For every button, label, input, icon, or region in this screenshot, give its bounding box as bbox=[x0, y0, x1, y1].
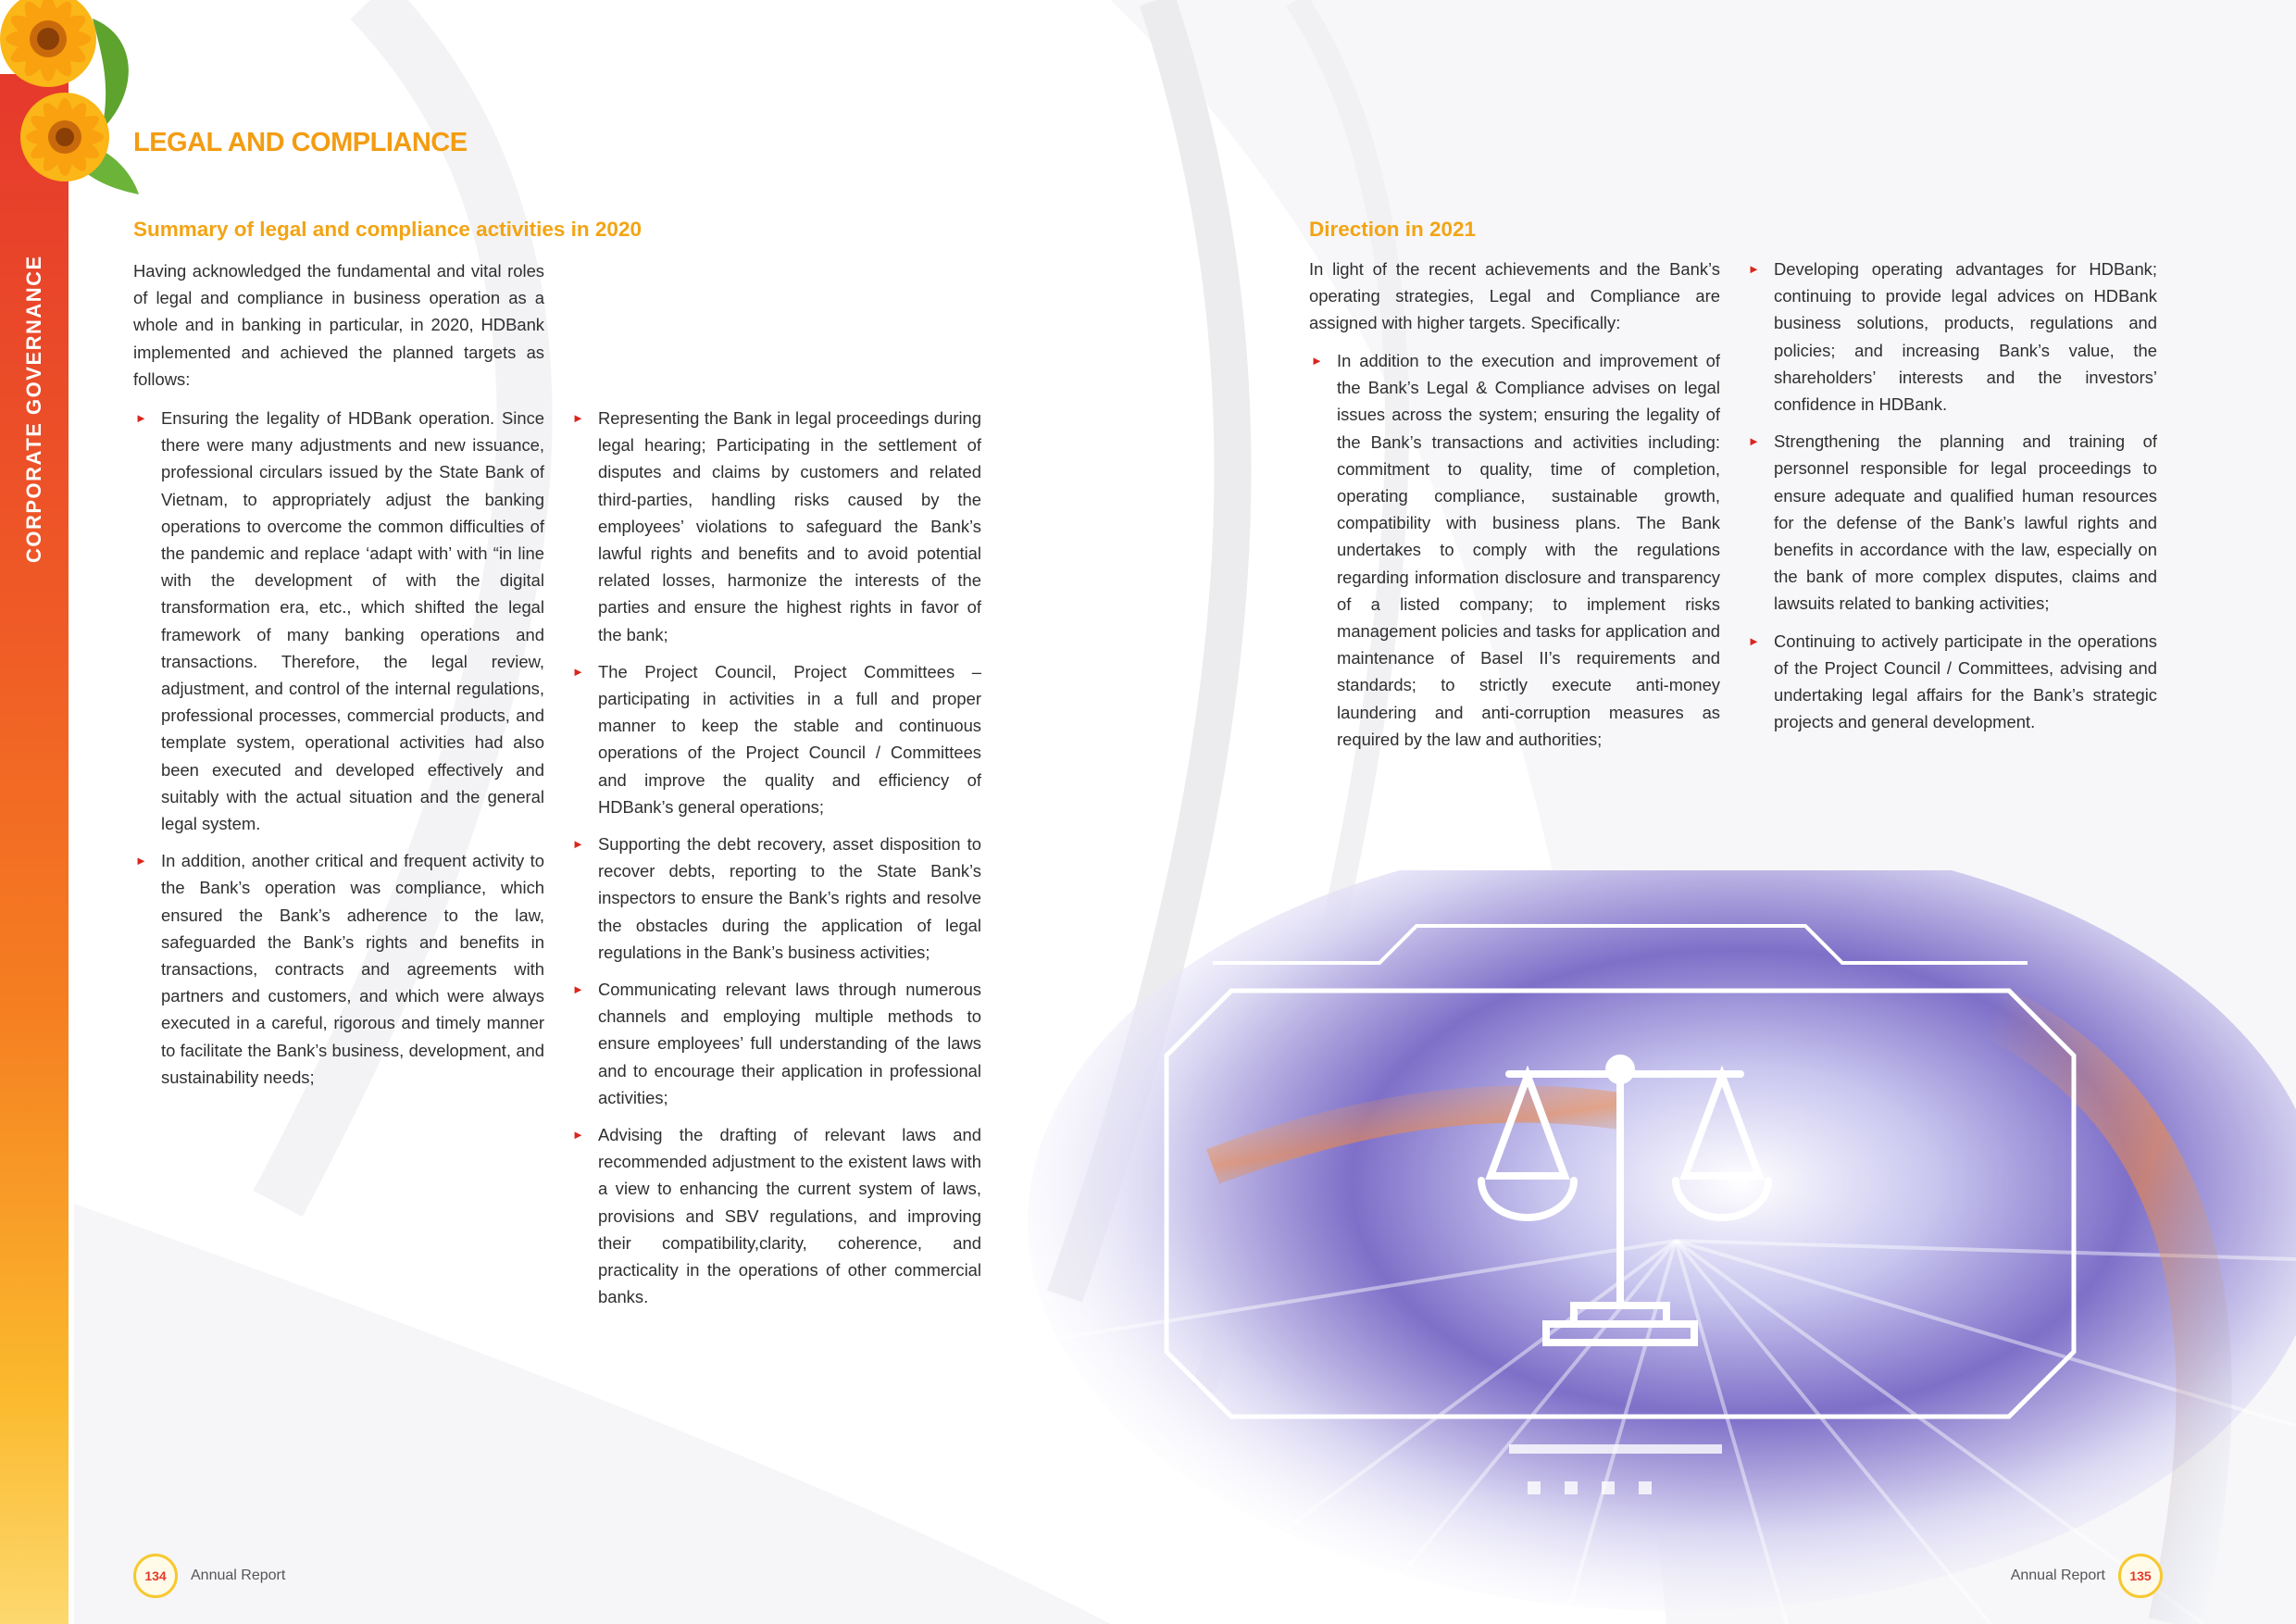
arrow-right-icon: ► bbox=[572, 411, 584, 425]
arrow-right-icon: ► bbox=[572, 664, 584, 679]
list-item: ► In addition, another critical and frequent activity to the Bank’s operation was compliance, which ensured the Bank’s adherence to the law, safeguarded the Bank’s rights and benefits in transactions, contracts and agreements with partners and customers, and which were always executed in a careful, rigorous and timely manner to facilitate the Bank’s business, development, and sustainability needs; bbox=[135, 847, 544, 1091]
summary-list-col2 bbox=[572, 405, 981, 1321]
list-item: ► Representing the Bank in legal proceedings during legal hearing; Participating in the settlement of disputes and claims by customers and related third-parties, handling risks caused by the employees’ violations to safeguard the Bank’s lawful rights and benefits and to avoid potential related losses, harmonize the interests of the parties and ensure the highest rights in favor of the bank; bbox=[572, 405, 981, 648]
footer-label: Annual Report bbox=[191, 1568, 286, 1583]
direction-list-col1 bbox=[1311, 347, 1720, 763]
sunflower-icon bbox=[0, 0, 148, 194]
direction-list-col2 bbox=[1748, 256, 2157, 745]
arrow-right-icon: ► bbox=[1748, 262, 1760, 276]
summary-list-col1 bbox=[135, 405, 544, 1101]
page-number: 135 bbox=[2118, 1554, 2163, 1598]
arrow-right-icon: ► bbox=[1748, 633, 1760, 648]
arrow-right-icon: ► bbox=[135, 854, 147, 868]
list-item: ► Strengthening the planning and training of personnel responsible for legal proceedings to ensure adequate and qualified human resources for the defense of the Bank’s lawful rights and benefits in accordance with the law, especially on the bank of more complex disputes, claims and lawsuits related to banking activities; bbox=[1748, 428, 2157, 617]
page-number: 134 bbox=[133, 1554, 178, 1598]
direction-intro: In light of the recent achievements and the Bank’s operating strategies, Legal and Compliance are assigned with higher targets. Specifically: bbox=[1309, 259, 1720, 333]
arrow-right-icon: ► bbox=[1311, 354, 1323, 368]
section-label: CORPORATE GOVERNANCE bbox=[22, 255, 45, 564]
scales-of-justice-icon bbox=[972, 870, 2296, 1624]
arrow-right-icon: ► bbox=[135, 411, 147, 425]
arrow-right-icon: ► bbox=[572, 837, 584, 852]
list-item: ► Advising the drafting of relevant laws and recommended adjustment to the existent laws with a view to enhancing the current system of laws, provisions and SBV regulations, and improving their compatibility,clarity, coherence, and practicality in the operations of other commercial banks. bbox=[572, 1121, 981, 1310]
arrow-right-icon: ► bbox=[572, 982, 584, 997]
footer-right bbox=[2011, 1554, 2163, 1598]
list-item: ► Supporting the debt recovery, asset disposition to recover debts, reporting to the State Bank’s inspectors to ensure the Bank’s rights and resolve the obstacles during the application of legal regulations in the Bank’s business activities; bbox=[572, 831, 981, 966]
arrow-right-icon: ► bbox=[1748, 434, 1760, 449]
summary-subheading: Summary of legal and compliance activities in 2020 bbox=[133, 218, 642, 241]
page-title: LEGAL AND COMPLIANCE bbox=[133, 128, 468, 157]
list-item: ► Developing operating advantages for HDBank; continuing to provide legal advices on HDBank business solutions, products, regulations and policies; and increasing Bank’s value, the shareholders’ interests and the investors’ confidence in HDBank. bbox=[1748, 256, 2157, 418]
footer-left bbox=[133, 1554, 285, 1598]
list-item: ► In addition to the execution and improvement of the Bank’s Legal & Compliance advises on legal issues across the system; ensuring the legality of the Bank’s transactions and activities including: commitment to quality, time of completion, operating compliance, sustainable growth, compatibility with business plans. The Bank undertakes to comply with the regulations regarding information disclosure and transparency of a listed company; to implement risks management policies and tasks for application and maintenance of Basel II’s requirements and standards; to strictly execute anti-money laundering and anti-corruption measures as required by the law and authorities; bbox=[1311, 347, 1720, 753]
sidebar-strip bbox=[0, 74, 69, 1624]
list-item: ► The Project Council, Project Committees – participating in activities in a full and proper manner to keep the stable and continuous operations of the Project Council / Committees and improve the quality and efficiency of HDBank’s general operations; bbox=[572, 658, 981, 820]
list-item: ► Ensuring the legality of HDBank operation. Since there were many adjustments and new issuance, professional circulars issued by the State Bank of Vietnam, to appropriately adjust the banking operations to overcome the common difficulties of the pandemic and replace ‘adapt with’ with “in line with the development of with the digital transformation era, etc., which shifted the legal framework of many banking operations and transactions. Therefore, the legal review, adjustment, and control of the internal regulations, professional processes, commercial products, and template system, operational activities had also been executed and developed effectively and suitably with the actual situation and the general legal system. bbox=[135, 405, 544, 837]
list-item: ► Communicating relevant laws through numerous channels and employing multiple methods to ensure employees’ full understanding of the laws and to encourage their application in professional activities; bbox=[572, 976, 981, 1111]
footer-label: Annual Report bbox=[2010, 1568, 2105, 1583]
list-item: ► Continuing to actively participate in the operations of the Project Council / Committees, advising and undertaking legal affairs for the Bank’s strategic projects and general development. bbox=[1748, 628, 2157, 736]
summary-intro: Having acknowledged the fundamental and vital roles of legal and compliance in business operation as a whole and in banking in particular, in 2020, HDBank implemented and achieved the planned targets as follows: bbox=[133, 261, 544, 389]
direction-subheading: Direction in 2021 bbox=[1309, 218, 1477, 241]
arrow-right-icon: ► bbox=[572, 1128, 584, 1143]
